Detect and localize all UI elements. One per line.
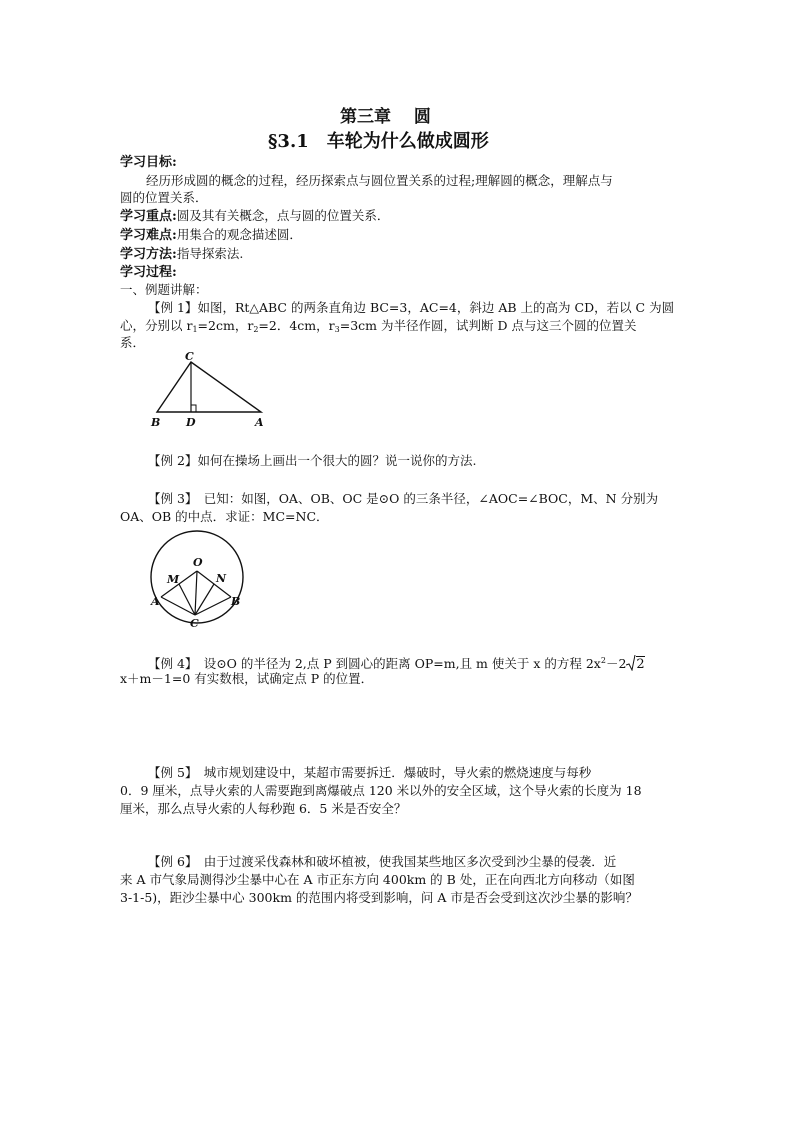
label-d: D — [186, 416, 196, 429]
goals-text-line1: 经历形成圆的概念的过程，经历探索点与圆位置关系的过程;理解圆的概念，理解点与 — [146, 173, 613, 188]
ex1-line1: 【例 1】如图，Rt△ABC 的两条直角边 BC=3，AC=4，斜边 AB 上的高为 CD，若以 C 为圆 — [148, 300, 675, 315]
sqrt-symbol: 2 — [626, 655, 644, 673]
label-b: B — [231, 595, 241, 608]
ex1-line3: 系． — [120, 335, 146, 350]
process-heading: 学习过程: — [120, 265, 177, 280]
radius-oc — [195, 571, 197, 615]
ex1-tag: 【例 1】 — [148, 300, 198, 315]
ex1-line2: 心，分别以 $r_1=2cm$，$r_2=2$．4cm，$r_3=3cm$ 为半径作圆，试判断 D 点与这三个圆的位置关 — [120, 318, 637, 334]
triangle-abc — [157, 362, 261, 412]
right-angle-mark — [191, 405, 196, 412]
ex3-line1: 【例 3】 已知：如图，OA、OB、OC 是⊙O 的三条半径，∠AOC=∠BOC，M、N 分别为 — [148, 491, 659, 506]
ex4-line1: 【例 4】 设⊙O 的半径为 2,点 P 到圆心的距离 OP=m,且 m 使关于 x 的方程 $2x^2-2$ 2 — [148, 656, 645, 672]
ex2-tag: 【例 2】 — [148, 453, 198, 468]
ex5-line2: 0．9 厘米，点导火索的人需要跑到离爆破点 120 米以外的安全区域，这个导火索的长度为 18 — [120, 783, 642, 798]
ex5-line3: 厘米，那么点导火索的人每秒跑 6．5 米是否安全？ — [120, 801, 407, 816]
ex6-line3: 3-1-5)，距沙尘暴中心 300km 的范围内将受到影响，问 A 市是否会受到这次沙尘暴的影响？ — [120, 890, 638, 905]
ex2-line: 【例 2】如何在操场上画出一个很大的圆？说一说你的方法. — [148, 453, 477, 468]
ex5-tag: 【例 5】 — [148, 765, 192, 780]
label-m: M — [167, 573, 180, 586]
label-c: C — [185, 350, 194, 363]
section-title: §3.1 车轮为什么做成圆形 — [268, 131, 489, 152]
difficulty-row: 学习难点:用集合的观念描述圆． — [120, 227, 302, 243]
ex1-triangle-figure — [145, 350, 275, 430]
ex3-line2: OA、OB 的中点．求证：MC=NC． — [120, 509, 329, 524]
ex6-line1: 【例 6】 由于过渡采伐森林和破坏植被，使我国某些地区多次受到沙尘暴的侵袭．近 — [148, 854, 617, 869]
method-row: 学习方法:指导探索法. — [120, 246, 244, 262]
ex6-tag: 【例 6】 — [148, 854, 192, 869]
goals-text-line2: 圆的位置关系． — [120, 190, 208, 205]
ex5-line1: 【例 5】 城市规划建设中，某超市需要拆迁．爆破时，导火索的燃烧速度与每秒 — [148, 765, 592, 780]
ex4-line2: x＋m－1=0 有实数根，试确定点 P 的位置． — [120, 671, 374, 686]
ex3-tag: 【例 3】 — [148, 491, 192, 506]
label-o: O — [193, 556, 203, 569]
label-a: A — [255, 416, 264, 429]
label-n: N — [216, 572, 227, 585]
label-a: A — [151, 595, 160, 608]
part1-heading: 一、例题讲解： — [120, 282, 208, 297]
label-c: C — [190, 617, 199, 630]
chapter-title: 第三章 圆 — [340, 107, 431, 127]
ex4-tag: 【例 4】 — [148, 656, 192, 671]
key-point-row: 学习重点:圆及其有关概念，点与圆的位置关系． — [120, 208, 390, 224]
ex6-line2: 来 A 市气象局测得沙尘暴中心在 A 市正东方向 400km 的 B 处，正在向西北方向移动（如图 — [120, 872, 635, 887]
goals-heading: 学习目标: — [120, 155, 177, 170]
ex3-circle-figure — [145, 525, 255, 630]
label-b: B — [151, 416, 161, 429]
